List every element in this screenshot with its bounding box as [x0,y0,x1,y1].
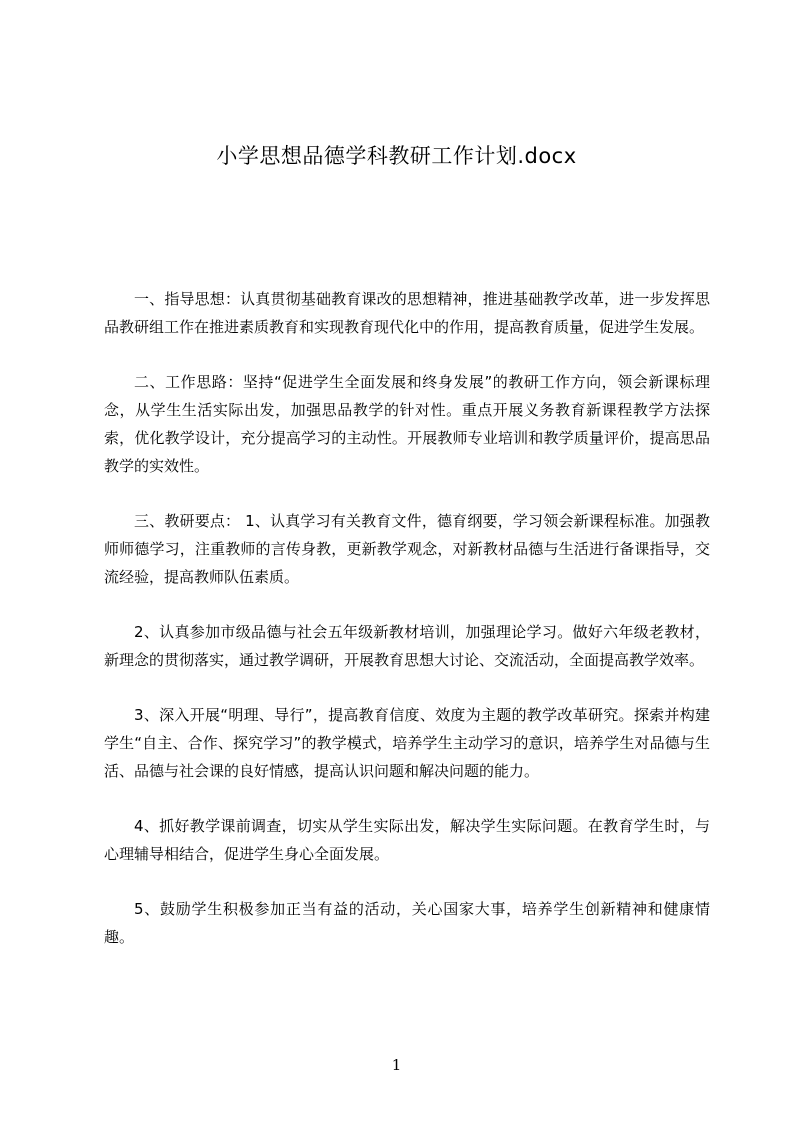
paragraph-work-approach: 二、工作思路：坚持“促进学生全面发展和终身发展”的教研工作方向，领会新课标理念，从学生生活实际出发，加强思品教学的针对性。重点开展义务教育新课程教学方法探索，优化教学设计，充分提高学习的主动性。开展教师专业培训和教学质量评价，提高思品教学的实效性。 [104,373,710,475]
paragraph-guiding-ideology: 一、指导思想：认真贯彻基础教育课改的思想精神，推进基础教学改革，进一步发挥思品教研组工作在推进素质教育和实现教育现代化中的作用，提高教育质量，促进学生发展。 [104,290,710,336]
paragraph-research-points: 三、教研要点： 1、认真学习有关教育文件，德育纲要，学习领会新课程标准。加强教师师德学习，注重教师的言传身教，更新教学观念，对新教材品德与生活进行备课指导，交流经验，提高教师队伍素质。 [104,512,710,586]
page-number: 1 [391,1056,402,1074]
paragraph-item-4: 4、抓好教学课前调查，切实从学生实际出发，解决学生实际问题。在教育学生时，与心理辅导相结合，促进学生身心全面发展。 [104,817,710,863]
document-title: 小学思想品德学科教研工作计划.docx [216,144,577,168]
paragraph-item-3: 3、深入开展“明理、导行”，提高教育信度、效度为主题的教学改革研究。探索并构建学生“自主、合作、探究学习”的教学模式，培养学生主动学习的意识，培养学生对品德与生活、品德与社会课的良好情感，提高认识问题和解决问题的能力。 [104,706,710,780]
document-body [104,285,710,978]
paragraph-item-5: 5、鼓励学生积极参加正当有益的活动，关心国家大事，培养学生创新精神和健康情趣。 [104,900,710,946]
paragraph-item-2: 2、认真参加市级品德与社会五年级新教材培训，加强理论学习。做好六年级老教材，新理念的贯彻落实，通过教学调研，开展教育思想大讨论、交流活动，全面提高教学效率。 [104,623,710,669]
